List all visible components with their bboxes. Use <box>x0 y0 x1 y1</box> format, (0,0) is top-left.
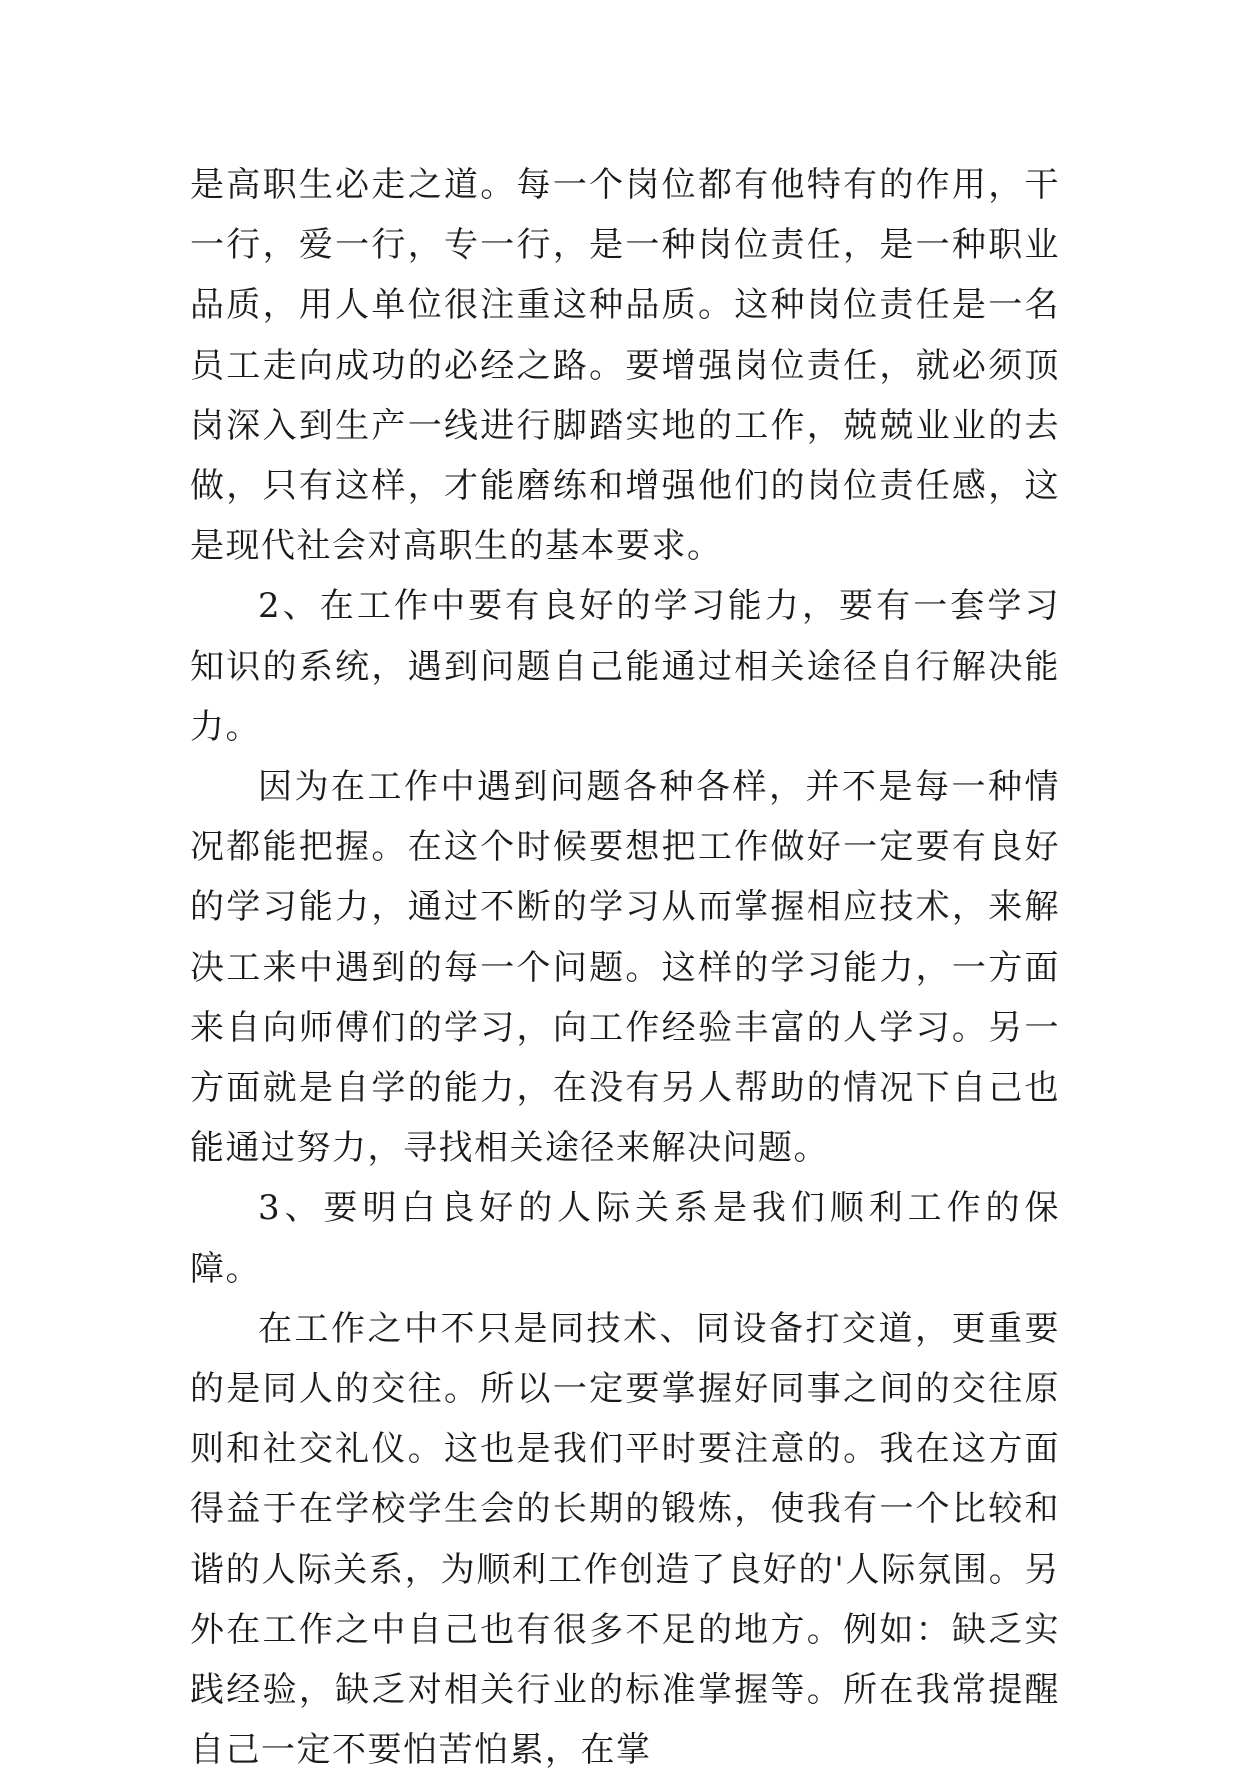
paragraph-3: 因为在工作中遇到问题各种各样，并不是每一种情况都能把握。在这个时候要想把工作做好一定要有良好的学习能力，通过不断的学习从而掌握相应技术，来解决工来中遇到的每一个问题。这样的学习能力，一方面来自向师傅们的学习，向工作经验丰富的人学习。另一方面就是自学的能力，在没有另人帮助的情况下自己也能通过努力，寻找相关途径来解决问题。 <box>190 767 1060 1169</box>
paragraph-4: 3、要明白良好的人际关系是我们顺利工作的保障。 <box>190 1188 1060 1289</box>
paragraph-2: 2、在工作中要有良好的学习能力，要有一套学习知识的系统，遇到问题自己能通过相关途径自行解决能力。 <box>190 586 1060 747</box>
paragraph-1: 是高职生必走之道。每一个岗位都有他特有的作用，干一行，爱一行，专一行，是一种岗位责任，是一种职业品质，用人单位很注重这种品质。这种岗位责任是一名员工走向成功的必经之路。要增强岗位责任，就必须顶岗深入到生产一线进行脚踏实地的工作，兢兢业业的去做，只有这样，才能磨练和增强他们的岗位责任感，这是现代社会对高职生的基本要求。 <box>190 165 1060 567</box>
paragraph-5: 在工作之中不只是同技术、同设备打交道，更重要的是同人的交往。所以一定要掌握好同事之间的交往原则和社交礼仪。这也是我们平时要注意的。我在这方面得益于在学校学生会的长期的锻炼，使我有一个比较和谐的人际关系，为顺利工作创造了良好的'人际氛围。另外在工作之中自己也有很多不足的地方。例如：缺乏实践经验，缺乏对相关行业的标准掌握等。所在我常提醒自己一定不要怕苦怕累，在掌 <box>190 1308 1060 1771</box>
document-body <box>190 155 1060 1780</box>
